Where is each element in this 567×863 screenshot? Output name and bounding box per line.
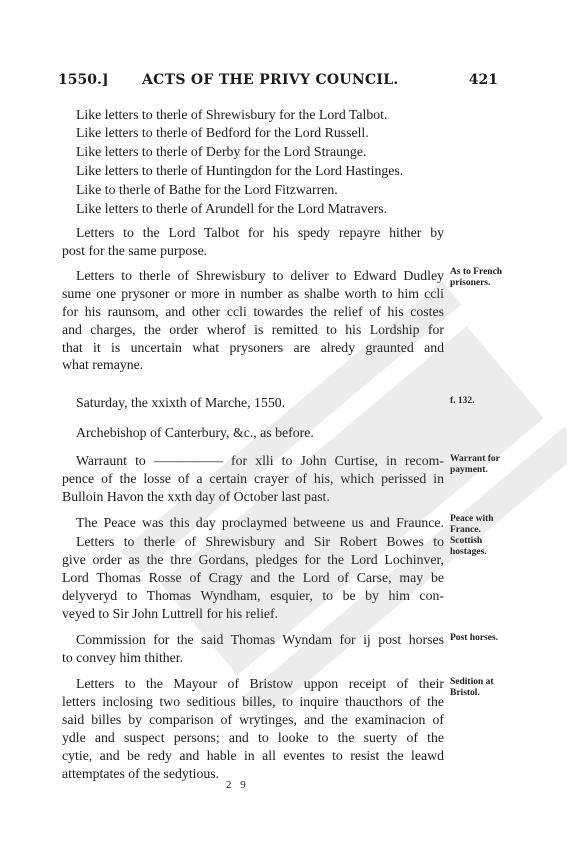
text-line: The Peace was this day proclaymed betweene us and Fraunce.: [76, 515, 444, 530]
text-line: what remayne.: [62, 357, 144, 372]
text-line: Like letters to therle of Bedford for the Lord Russell.: [76, 125, 369, 140]
text-line: Commission for the said Thomas Wyndam for ij post horses: [76, 632, 444, 647]
margin-note: [450, 267, 502, 288]
text-line: Like to therle of Bathe for the Lord Fitzwarren.: [76, 182, 338, 197]
text-line: Archebishop of Canterbury, &c., as before.: [76, 425, 314, 440]
text-line: Lord Thomas Rosse of Cragy and the Lord of Carse, may be: [62, 570, 444, 585]
margin-note-line: Peace with: [450, 514, 494, 524]
text-line: to convey him thither.: [62, 650, 184, 665]
text-line: ydle and suspect persons; and to looke to the suerty of the: [62, 730, 444, 745]
page-number: 421: [468, 72, 498, 88]
text-line: Bulloin Havon the xxth day of October last past.: [62, 489, 330, 504]
text-line: sume one prysoner or more in number as shalbe worth to him ccli: [62, 286, 444, 301]
margin-note: [450, 536, 487, 557]
text-line: give order as the thre Gordans, pledges for the Lord Lochinver,: [62, 552, 444, 567]
text-line: attemptates of the sedytious.: [62, 766, 220, 781]
text-line: and charges, the order wherof is remitted to his Lordship for: [62, 322, 444, 337]
margin-note: [450, 454, 500, 475]
margin-note-line: f. 132.: [450, 396, 475, 406]
margin-note-line: Post horses.: [450, 633, 499, 643]
margin-note: [450, 633, 498, 644]
margin-note: [450, 677, 494, 698]
text-line: Letters to the Mayour of Bristow uppon receipt of their: [76, 676, 444, 691]
signature-mark: 2 9: [226, 779, 249, 791]
text-line: Letters to therle of Shrewisbury to deliver to Edward Dudley: [76, 268, 444, 283]
text-line: cytie, and be redy and hable in all eventes to resist the leawd: [62, 748, 444, 763]
running-title: ACTS OF THE PRIVY COUNCIL.: [142, 72, 399, 88]
margin-note-line: Bristol.: [450, 687, 480, 698]
text-line: pence of the losse of a certain crayer of his, which perissed in: [62, 471, 444, 486]
margin-note-line: payment.: [450, 464, 488, 475]
margin-note-line: As to French: [450, 267, 503, 277]
text-line: Saturday, the xxixth of Marche, 1550.: [76, 395, 286, 410]
text-line: for his raunsom, and other ccli towardes the relief of his costes: [62, 304, 444, 319]
page-header: [58, 72, 498, 94]
margin-note-line: prisoners.: [450, 277, 491, 288]
margin-note-line: France.: [450, 524, 481, 535]
text-line: Like letters to therle of Huntingdon for the Lord Hastinges.: [76, 163, 404, 178]
running-year: 1550.]: [58, 72, 109, 88]
margin-note-line: Warrant for: [450, 454, 500, 464]
text-line: post for the same purpose.: [62, 243, 208, 258]
text-line: Like letters to therle of Derby for the Lord Straunge.: [76, 144, 367, 159]
text-line: Letters to the Lord Talbot for his spedy repayre hither by: [76, 225, 444, 240]
text-line: Like letters to therle of Shrewisbury for the Lord Talbot.: [76, 107, 388, 122]
text-line: that it is uncertain what prysoners are alredy graunted and: [62, 340, 444, 355]
margin-note-line: Scottish: [450, 536, 483, 546]
margin-note: [450, 514, 494, 535]
text-line: Letters to therle of Shrewisbury and Sir Robert Bowes to: [76, 534, 444, 549]
text-line: Like letters to therle of Arundell for the Lord Matravers.: [76, 201, 388, 216]
margin-note: [450, 396, 475, 407]
text-line: delyveryd to Thomas Wyndham, esquier, to be by him con-: [62, 588, 444, 603]
text-line: Warraunt to ————— for xlli to John Curtise, in recom-: [76, 453, 444, 468]
text-line: letters inclosing two seditious billes, to inquire thaucthors of the: [62, 694, 444, 709]
text-line: said billes by comparison of wrytinges, and the examinacion of: [62, 712, 444, 727]
text-line: veyed to Sir John Luttrell for his relief.: [62, 606, 279, 621]
margin-note-line: hostages.: [450, 546, 487, 557]
margin-note-line: Sedition at: [450, 677, 494, 687]
